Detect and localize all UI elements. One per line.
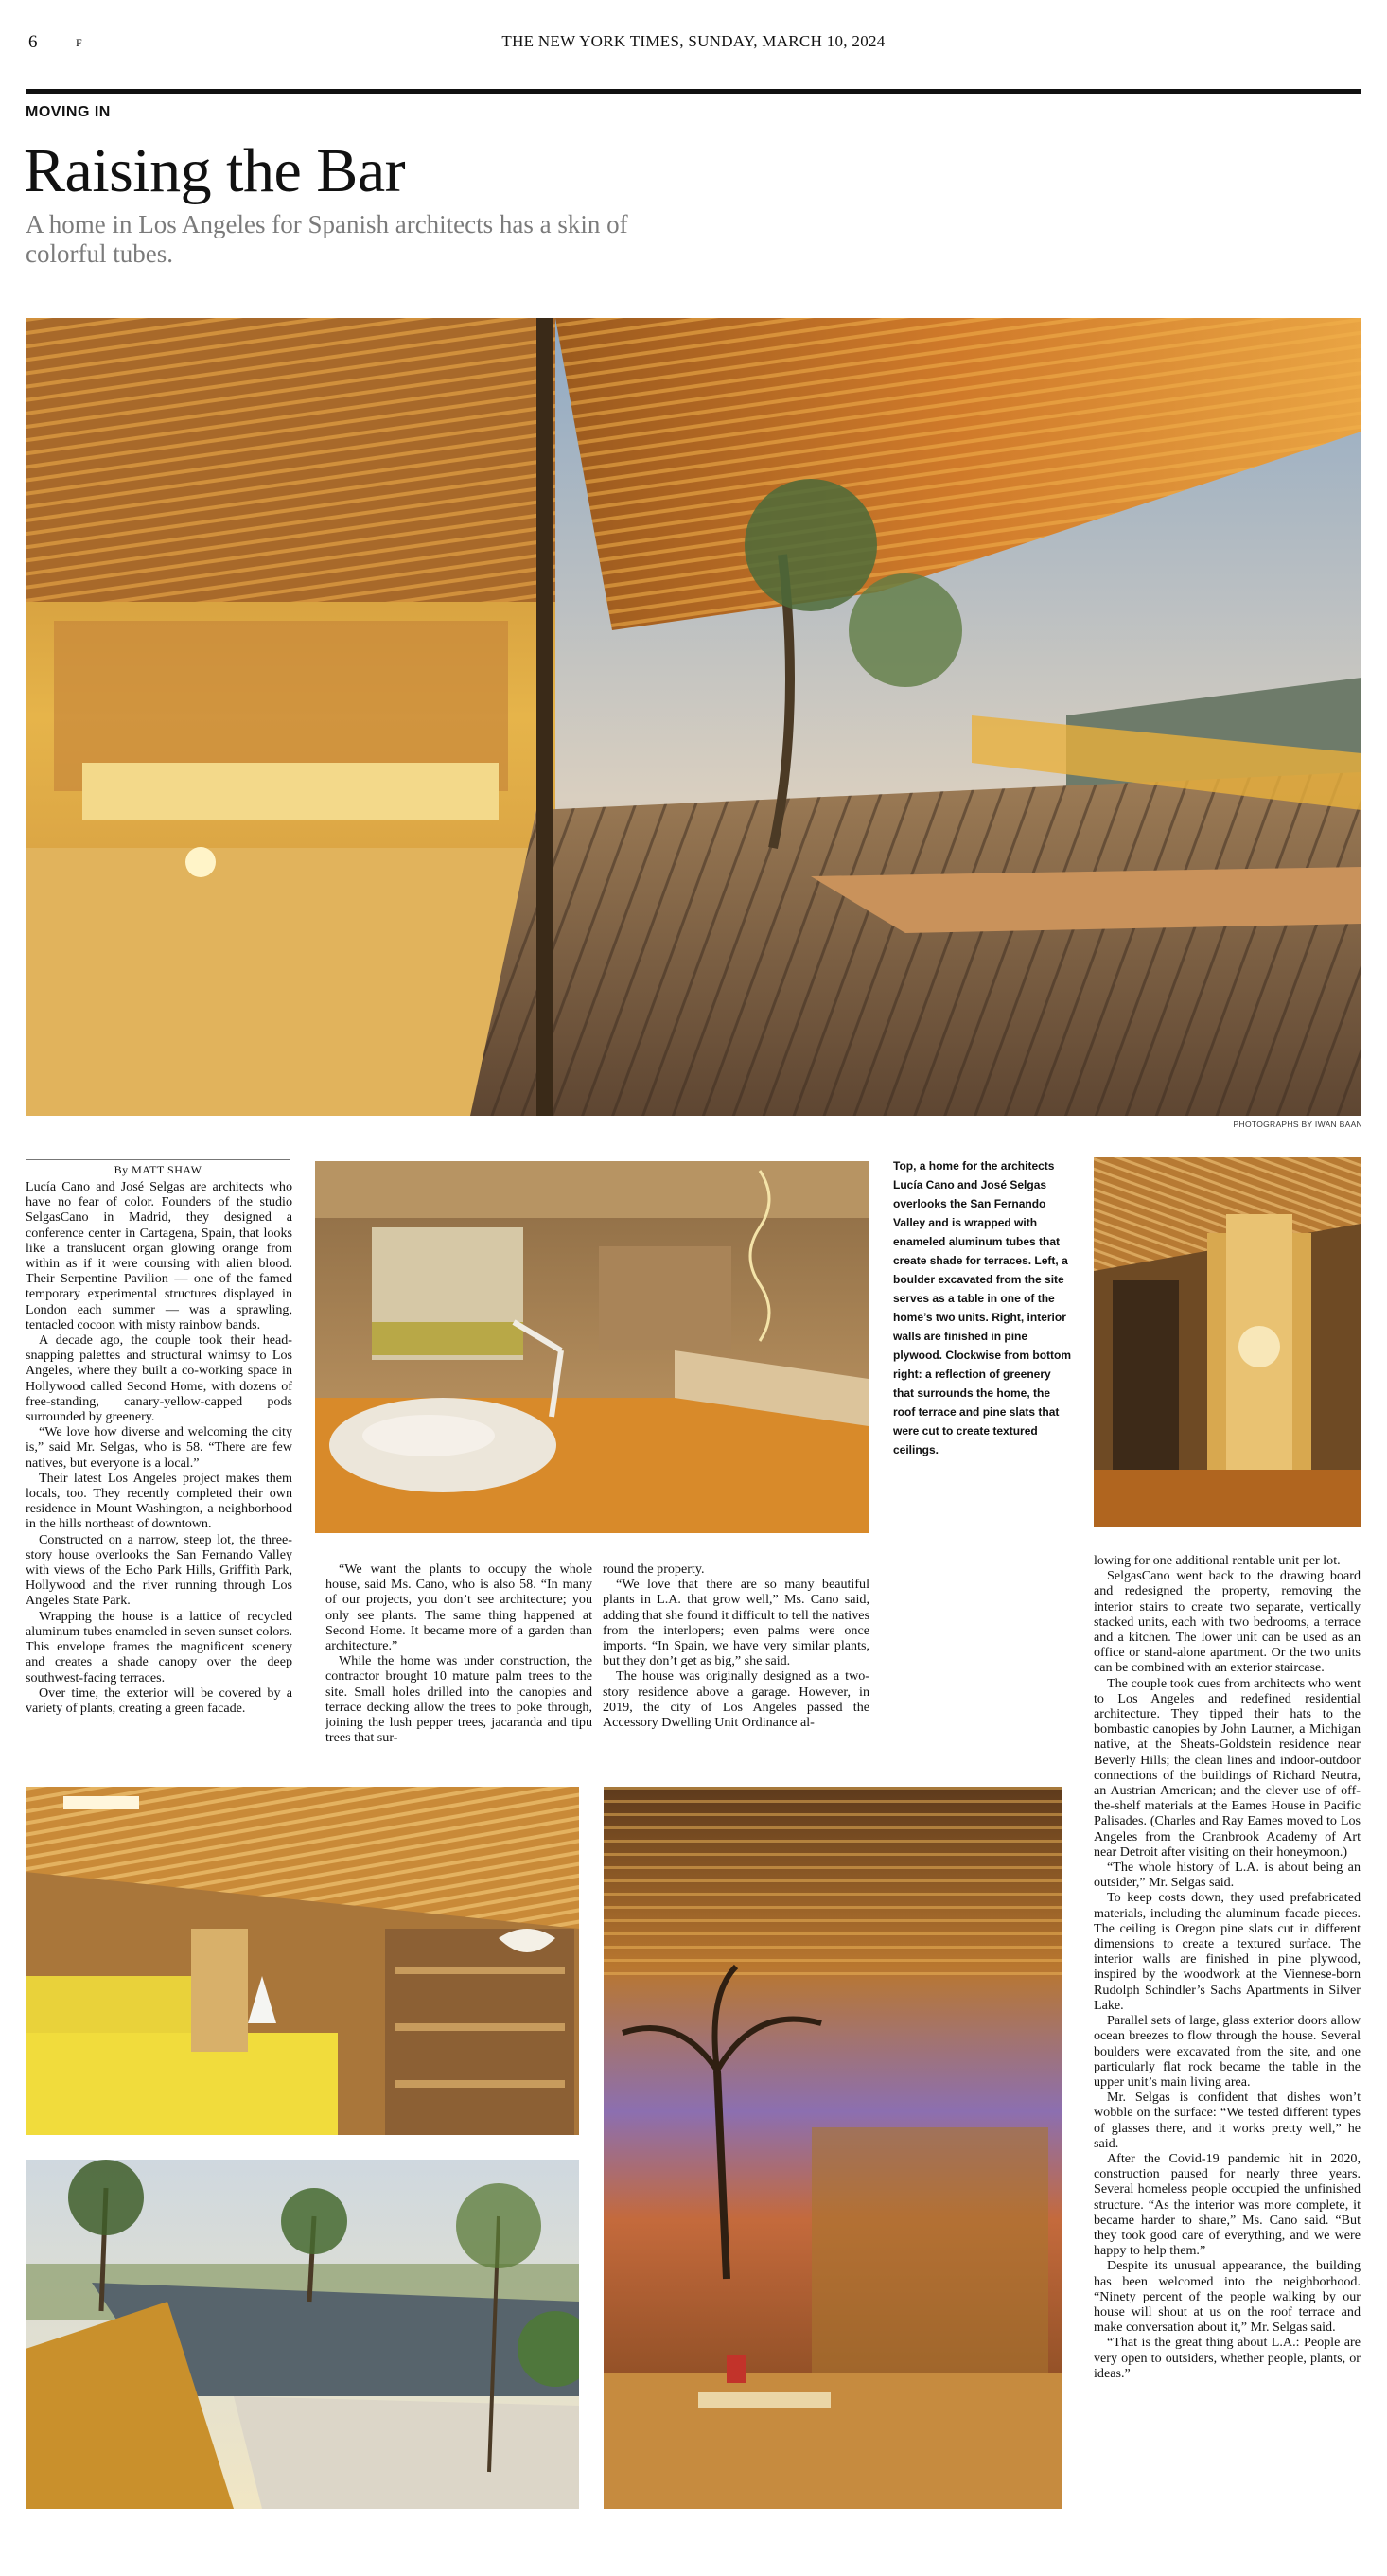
paragraph: Constructed on a narrow, steep lot, the three-story house overlooks the San Fernando Valley with views of the Echo Park Hills, Griffith Park, Hollywood and the river running through Los Angeles State Park.	[26, 1531, 292, 1609]
paragraph: round the property.	[603, 1561, 705, 1577]
reflection-photo	[604, 1787, 1062, 2509]
paragraph: “The whole history of L.A. is about being an outsider,” Mr. Selgas said.	[1094, 1860, 1361, 1891]
top-rule	[26, 89, 1361, 94]
paragraph: While the home was under construction, the contractor brought 10 mature palm trees to the site. Small holes drilled into the canopies and terrace decking allow the trees to poke through, joining the lush pepper trees, jacaranda and tipu trees that sur-	[325, 1653, 592, 1746]
paragraph: The couple took cues from architects who went to Los Angeles and redefined residential architecture. They tipped their hats to the bombastic canopies by John Lautner, a Michigan native, at the Sheats-Goldstein residence near Beverly Hills; the clean lines and indoor-outdoor connections of the buildings of Richard Neutra, an Austrian American; and the clever use of off-the-shelf materials at the Eames House in Pacific Palisades. (Charles and Ray Eames moved to Los Angeles from the Cranbrook Academy of Art near Detroit after visiting on their honeymoon.)	[1094, 1675, 1361, 1860]
headline: Raising the Bar	[24, 136, 406, 205]
byline-rule	[26, 1159, 290, 1160]
hero-photo	[26, 318, 1361, 1116]
plywood-interior-photo	[1094, 1157, 1361, 1527]
paragraph: Lucía Cano and José Selgas are architects who have no fear of color. Founders of the studio SelgasCano in Madrid, they designed a conference center in Cartagena, Spain, that looks like a translucent organ glowing orange from within as if it were coursing with alien blood. Their Serpentine Pavilion — one of the famed temporary experimental structures displayed in London each summer — was a sprawling, tentacled cocoon with misty rainbow bands.	[26, 1179, 292, 1332]
paragraph: After the Covid-19 pandemic hit in 2020, construction paused for nearly three years. Several homeless people occupied the unfinished structure. “As the interior was more complete, it became harder to share,” Ms. Cano said. “But they took good care of everything, and we were happy to help them.”	[1094, 2150, 1361, 2259]
byline: By MATT SHAW	[114, 1163, 202, 1176]
paragraph: SelgasCano went back to the drawing board and redesigned the property, removing the interior stairs to create two separate, vertically stacked units, each with two bedrooms, a terrace and a kitchen. The lower unit can be used as an office or stand-alone apartment. Or the two units can be combined with an exterior staircase.	[1094, 1568, 1361, 1676]
page-number: 6	[28, 32, 38, 52]
kitchen-photo	[26, 1787, 579, 2135]
paragraph: lowing for one additional rentable unit per lot.	[1094, 1553, 1341, 1568]
paragraph: Their latest Los Angeles project makes them locals, too. They recently completed their own residence in Mount Washington, a neighborhood in the hills northeast of downtown.	[26, 1470, 292, 1532]
photo-credit: PHOTOGRAPHS BY IWAN BAAN	[1233, 1120, 1362, 1129]
section-letter: F	[76, 36, 82, 49]
paragraph: To keep costs down, they used prefabricated materials, including the aluminum facade pieces. The ceiling is Oregon pine slats cut in different dimensions to create a textured surface. The interior walls are finished in pine plywood, inspired by the woodwork at the Viennese-born Rudolph Schindler’s Sachs Apartments in Silver Lake.	[1094, 1890, 1361, 2013]
article-column-2	[325, 1561, 592, 1745]
section-kicker: MOVING IN	[26, 104, 111, 120]
paragraph: “That is the great thing about L.A.: People are very open to outsiders, whether people, plants, or ideas.”	[1094, 2335, 1361, 2381]
boulder-living-room-photo	[315, 1161, 869, 1533]
article-column-1	[26, 1179, 292, 1716]
paragraph: “We want the plants to occupy the whole house, said Ms. Cano, who is also 58. “In many of our projects, you don’t see architecture; you only see plants. The same thing happened at Second Home. It became more of a garden than architecture.”	[325, 1561, 592, 1654]
deck: A home in Los Angeles for Spanish architects has a skin of colorful tubes.	[26, 210, 628, 268]
paragraph: Wrapping the house is a lattice of recycled aluminum tubes enameled in seven sunset colors. This envelope frames the magnificent scenery and creates a shade canopy over the deep southwest-facing terraces.	[26, 1608, 292, 1685]
article-column-3	[603, 1561, 869, 1730]
paragraph: “We love that there are so many beautiful plants in L.A. that grow well,” Ms. Cano said, adding that she found it difficult to tell the natives from the interlopers; even palms were once imports. “In Spain, we have very similar plants, but they don’t get as big,” she said.	[603, 1577, 869, 1669]
paragraph: Despite its unusual appearance, the building has been welcomed into the neighborhood. “Ninety percent of the people walking by our house will shout at us on the roof terrace and make conversation about it,” Mr. Selgas said.	[1094, 2258, 1361, 2336]
paragraph: Over time, the exterior will be covered by a variety of plants, creating a green facade.	[26, 1685, 292, 1716]
photo-caption: Top, a home for the architects Lucía Cano and José Selgas overlooks the San Fernando Valley and is wrapped with enameled aluminum tubes that create shade for terraces. Left, a boulder excavated from the site serves as a table in one of the home’s two units. Right, interior walls are finished in pine plywood. Clockwise from bottom right: a reflection of greenery that surrounds the home, the roof terrace and pine slats that were cut to create textured ceilings.	[893, 1159, 1072, 1456]
article-column-4	[1094, 1553, 1361, 2381]
dateline: THE NEW YORK TIMES, SUNDAY, MARCH 10, 2024	[501, 32, 886, 50]
paragraph: The house was originally designed as a two-story residence above a garage. However, in 2019, the city of Los Angeles passed the Accessory Dwelling Unit Ordinance al-	[603, 1668, 869, 1731]
paragraph: Mr. Selgas is confident that dishes won’t wobble on the surface: “We tested different types of glasses there, and it works pretty well,” he said.	[1094, 2090, 1361, 2151]
paragraph: Parallel sets of large, glass exterior doors allow ocean breezes to flow through the house. Several boulders were excavated from the site, and one particularly flat rock became the table in the upper unit’s main living area.	[1094, 2013, 1361, 2090]
paragraph: A decade ago, the couple took their head-snapping palettes and structural whimsy to Los Angeles, where they built a co-working space in Hollywood called Second Home, with dozens of free-standing, canary-yellow-capped pods surrounded by greenery.	[26, 1332, 292, 1425]
paragraph: “We love how diverse and welcoming the city is,” said Mr. Selgas, who is 58. “There are few natives, but everyone is a local.”	[26, 1424, 292, 1471]
roof-terrace-photo	[26, 2160, 579, 2509]
